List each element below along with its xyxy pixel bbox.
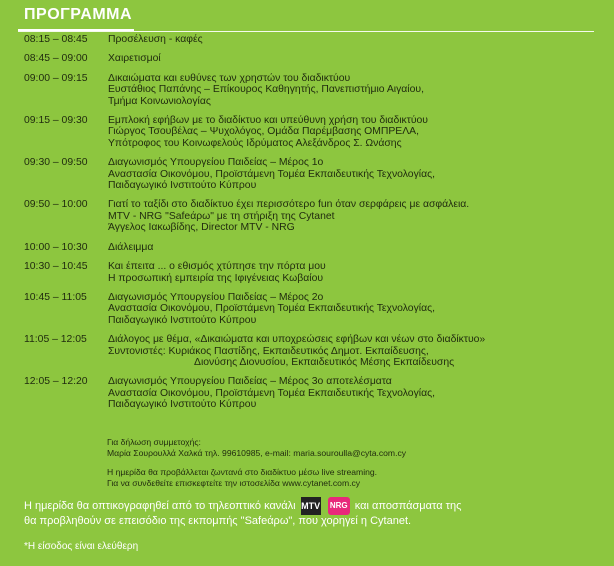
session-title: Δικαιώματα και ευθύνες των χρηστών του διαδικτύου [108, 72, 351, 84]
session-speaker: Γιώργος Τσουβέλας – Ψυχολόγος, Ομάδα Παρέμβασης ΟΜΠΡΕΛΑ, [108, 126, 419, 138]
schedule [24, 34, 599, 411]
session-title: Προσέλευση - καφές [108, 34, 203, 45]
contact-label: Για δήλωση συμμετοχής: [107, 437, 201, 447]
schedule-row [24, 34, 599, 45]
session-title: Διάλειμμα [108, 241, 154, 253]
time-slot: 09:00 – 09:15 [24, 72, 88, 84]
schedule-row [24, 242, 599, 253]
session-title: Διαγωνισμός Υπουργείου Παιδείας – Μέρος 1ο [108, 157, 324, 169]
schedule-row [24, 334, 599, 368]
session-title: Διάλογος με θέμα, «Δικαιώματα και υποχρεώσεις εφήβων και νέων στο διαδίκτυο» [108, 334, 486, 346]
schedule-row [24, 115, 599, 149]
nrg-logo: NRG [328, 497, 350, 515]
divider [18, 31, 594, 32]
time-slot: 08:45 – 09:00 [24, 53, 88, 65]
time-slot: 10:30 – 10:45 [24, 261, 88, 273]
time-slot: 10:00 – 10:30 [24, 241, 88, 253]
schedule-row [24, 53, 599, 64]
time-slot: 09:50 – 10:00 [24, 199, 88, 211]
time-slot: 08:15 – 08:45 [24, 34, 88, 45]
session-affiliation: Παιδαγωγικό Ινστιτούτο Κύπρου [108, 180, 257, 192]
time-slot: 10:45 – 11:05 [24, 291, 87, 303]
mtv-logo: MTV [301, 497, 321, 515]
schedule-row [24, 73, 599, 107]
session-speaker: Ευστάθιος Παπάνης – Επίκουρος Καθηγητής, Πανεπιστήμιο Αιγαίου, [108, 84, 424, 96]
free-entry-note: *Η είσοδος είναι ελεύθερη [24, 541, 139, 552]
broadcast-text: Η ημερίδα θα οπτικογραφηθεί από το τηλεοπτικό κανάλι [24, 499, 296, 512]
schedule-row [24, 261, 599, 284]
session-speaker: Η προσωπική εμπειρία της Ιφιγένειας Κωβαίου [108, 272, 324, 284]
time-slot: 11:05 – 12:05 [24, 334, 87, 346]
session-title: Εμπλοκή εφήβων με το διαδίκτυο και υπεύθυνη χρήση του διαδικτύου [108, 115, 428, 127]
schedule-row [24, 157, 599, 191]
session-title: Χαιρετισμοί [108, 53, 161, 65]
session-title: Διαγωνισμός Υπουργείου Παιδείας – Μέρος 3ο αποτελέσματα [108, 376, 392, 388]
schedule-row [24, 292, 599, 326]
broadcast-note [24, 497, 594, 528]
session-affiliation: Τμήμα Κοινωνιολογίας [108, 95, 211, 107]
session-moderators: Συντονιστές: Κυριάκος Παστίδης, Εκπαιδευτικός Δημοτ. Εκπαίδευσης, [108, 345, 429, 357]
broadcast-text-line2: θα προβληθούν σε επεισόδιο της εκπομπής "Safeάρω", που χορηγεί η Cytanet. [24, 515, 412, 527]
program-title: ΠΡΟΓΡΑΜΜΑ [24, 6, 133, 23]
time-slot: 09:30 – 09:50 [24, 157, 88, 169]
session-affiliation: Παιδαγωγικό Ινστιτούτο Κύπρου [108, 314, 257, 326]
site-note: Για να συνδεθείτε επισκεφτείτε την ιστοσελίδα www.cytanet.com.cy [107, 478, 361, 488]
stream-note: Η ημερίδα θα προβάλλεται ζωντανά στο διαδίκτυο μέσω live streaming. [107, 467, 378, 477]
session-title: Γιατί το ταξίδι στο διαδίκτυο έχει περισσότερο fun όταν σερφάρεις με ασφάλεια. [108, 199, 470, 211]
session-speaker: Αναστασία Οικονόμου, Προϊστάμενη Τομέα Εκπαιδευτικής Τεχνολογίας, [108, 387, 435, 399]
time-slot: 12:05 – 12:20 [24, 376, 88, 388]
schedule-row [24, 199, 599, 233]
session-affiliation: Υπότροφος του Κοινωφελούς Ιδρύματος Αλεξάνδρος Σ. Ωνάσης [108, 137, 402, 149]
schedule-row [24, 376, 599, 410]
session-speaker: Αναστασία Οικονόμου, Προϊστάμενη Τομέα Εκπαιδευτικής Τεχνολογίας, [108, 168, 435, 180]
session-moderators-cont: Διονύσης Διονυσίου, Εκπαιδευτικός Μέσης Εκπαίδευσης [194, 356, 455, 368]
contact-details: Μαρία Σουρουλλά Χαλκά τηλ. 99610985, e-mail: maria.souroulla@cyta.com.cy [107, 448, 407, 458]
session-affiliation: Άγγελος Ιακωβίδης, Director MTV - NRG [108, 222, 295, 234]
session-speaker: MTV - NRG "Safeάρω" με τη στήριξη της Cytanet [108, 210, 335, 222]
session-title: Διαγωνισμός Υπουργείου Παιδείας – Μέρος 2ο [108, 291, 324, 303]
time-slot: 09:15 – 09:30 [24, 115, 88, 127]
session-speaker: Αναστασία Οικονόμου, Προϊστάμενη Τομέα Εκπαιδευτικής Τεχνολογίας, [108, 303, 435, 315]
contact-block [107, 437, 406, 489]
session-affiliation: Παιδαγωγικό Ινστιτούτο Κύπρου [108, 399, 257, 411]
session-title: Και έπειτα ... ο εθισμός χτύπησε την πόρτα μου [108, 261, 326, 273]
broadcast-text-cont: και αποσπάσματα της [354, 499, 462, 512]
